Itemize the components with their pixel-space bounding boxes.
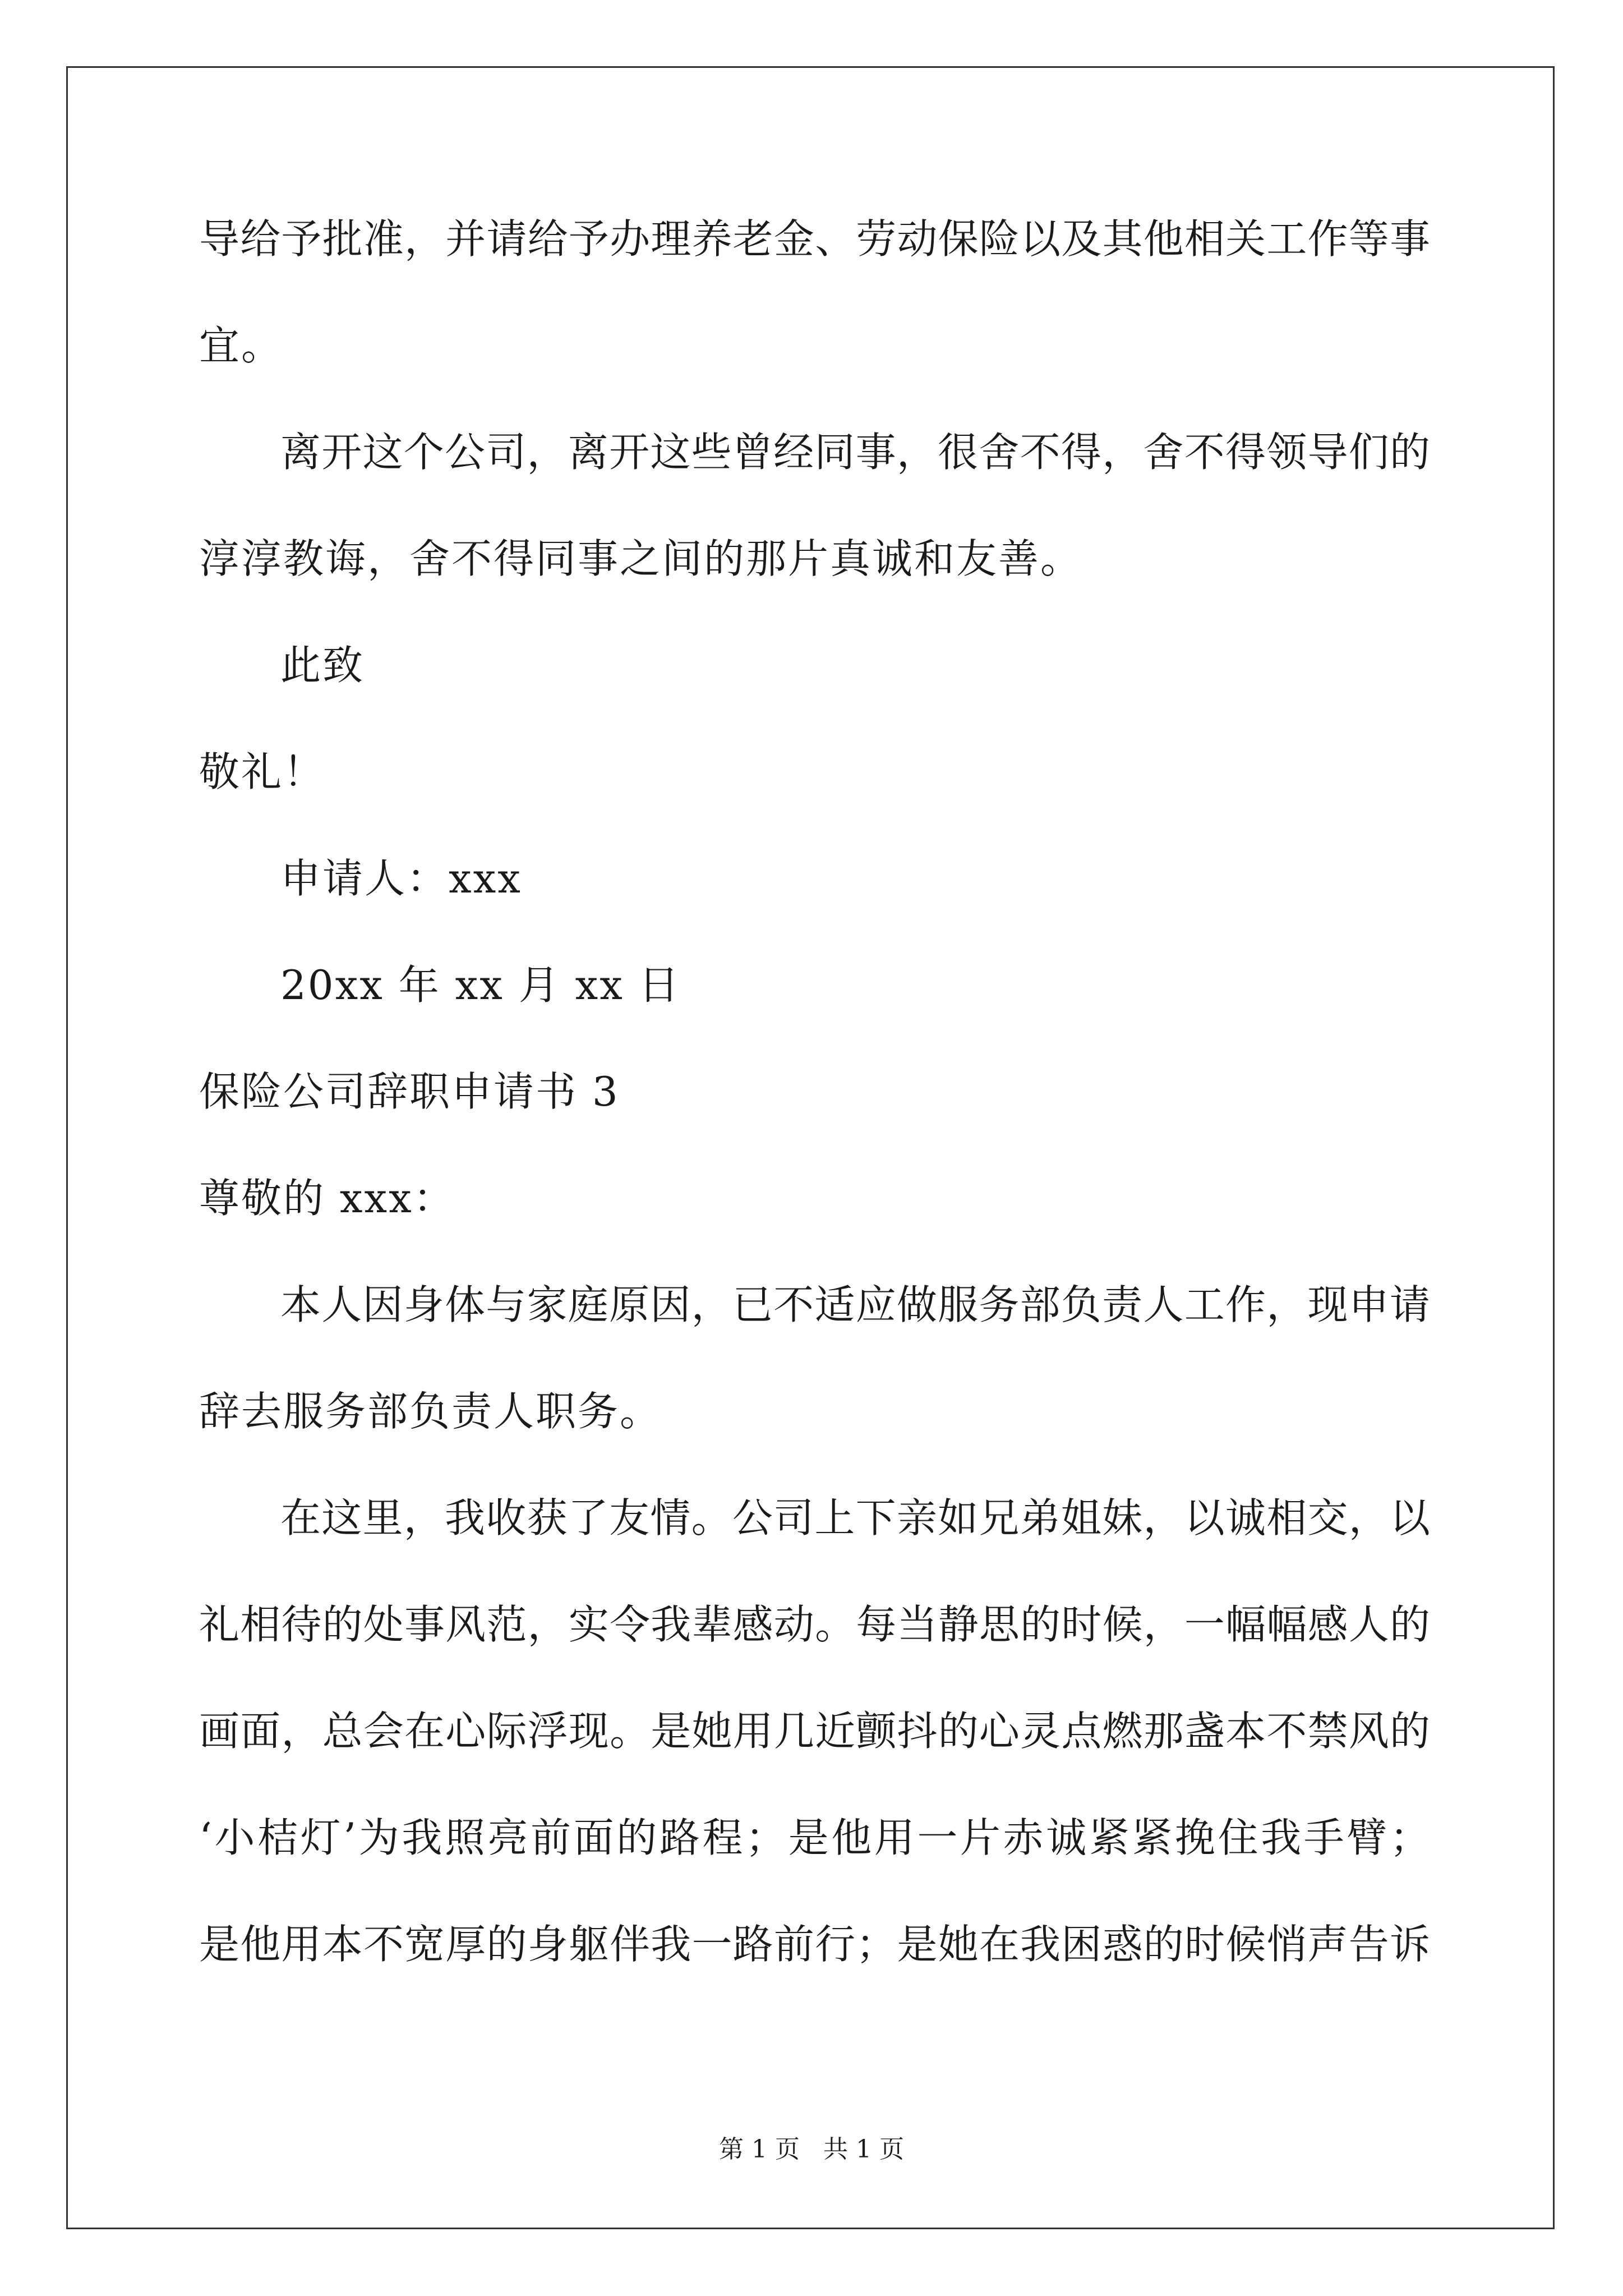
text-line: 离开这个公司，离开这些曾经同事，很舍不得，舍不得领导们的 [280,429,1430,476]
text-line: 在这里，我收获了友情。公司上下亲如兄弟姐妹，以诚相交，以 [280,1494,1430,1542]
text-line: ‘小桔灯’为我照亮前面的路程；是他用一片赤诚紧紧挽住我手臂； [199,1814,1430,1861]
text-line: 是他用本不宽厚的身躯伴我一路前行；是她在我困惑的时候悄声告诉 [199,1921,1430,1968]
closing-salutation: 此致 [280,642,365,689]
page-border [66,66,1555,2229]
salutation: 尊敬的 xxx： [199,1175,455,1222]
date-line: 20xx 年 xx 月 xx 日 [280,961,681,1009]
closing-regards: 敬礼！ [199,748,326,795]
applicant-signature: 申请人：xxx [280,855,522,902]
section-title: 保险公司辞职申请书 3 [199,1068,620,1115]
text-line: 本人因身体与家庭原因，已不适应做服务部负责人工作，现申请 [280,1281,1430,1328]
text-line: 导给予批准，并请给予办理养老金、劳动保险以及其他相关工作等事 [199,215,1430,263]
page-footer: 第 1 页 共 1 页 [719,2135,904,2164]
text-line: 宜。 [199,322,284,369]
text-line: 礼相待的处事风范，实令我辈感动。每当静思的时候，一幅幅感人的 [199,1601,1430,1648]
text-line: 画面，总会在心际浮现。是她用几近颤抖的心灵点燃那盏本不禁风的 [199,1708,1430,1755]
text-line: 淳淳教诲，舍不得同事之间的那片真诚和友善。 [199,535,1083,582]
text-line: 辞去服务部负责人职务。 [199,1388,662,1435]
